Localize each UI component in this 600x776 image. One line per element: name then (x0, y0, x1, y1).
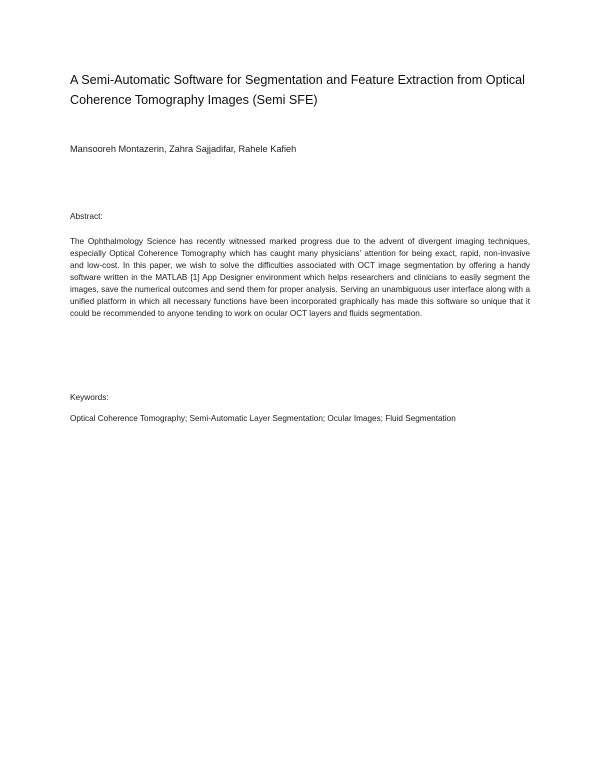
paper-authors: Mansooreh Montazerin, Zahra Sajjadifar, Rahele Kafieh (70, 144, 297, 154)
paper-title: A Semi-Automatic Software for Segmentation and Feature Extraction from Optical Coherence Tomography Images (Semi SFE) (70, 73, 525, 107)
keywords-text: Optical Coherence Tomography; Semi-Automatic Layer Segmentation; Ocular Images; Fluid Segmentation (70, 414, 456, 423)
keywords-heading: Keywords: (70, 392, 109, 402)
abstract-heading: Abstract: (70, 211, 103, 221)
abstract-text: The Ophthalmology Science has recently witnessed marked progress due to the advent of divergent imaging techniques, especially Optical Coherence Tomography which has caught many physicians' attention for being exact, rapid, non-invasive and low-cost. In this paper, we wish to solve the difficulties associated with OCT image segmentation by offering a handy software written in the MATLAB [1] App Designer environment which helps researchers and clinicians to easily segment the images, save the numerical outcomes and send them for proper analysis. Serving an unambiguous user interface along with a unified platform in which all necessary functions have been incorporated graphically has made this software so unique that it could be recommended to anyone tending to work on ocular OCT layers and fluids segmentation. (70, 237, 530, 318)
